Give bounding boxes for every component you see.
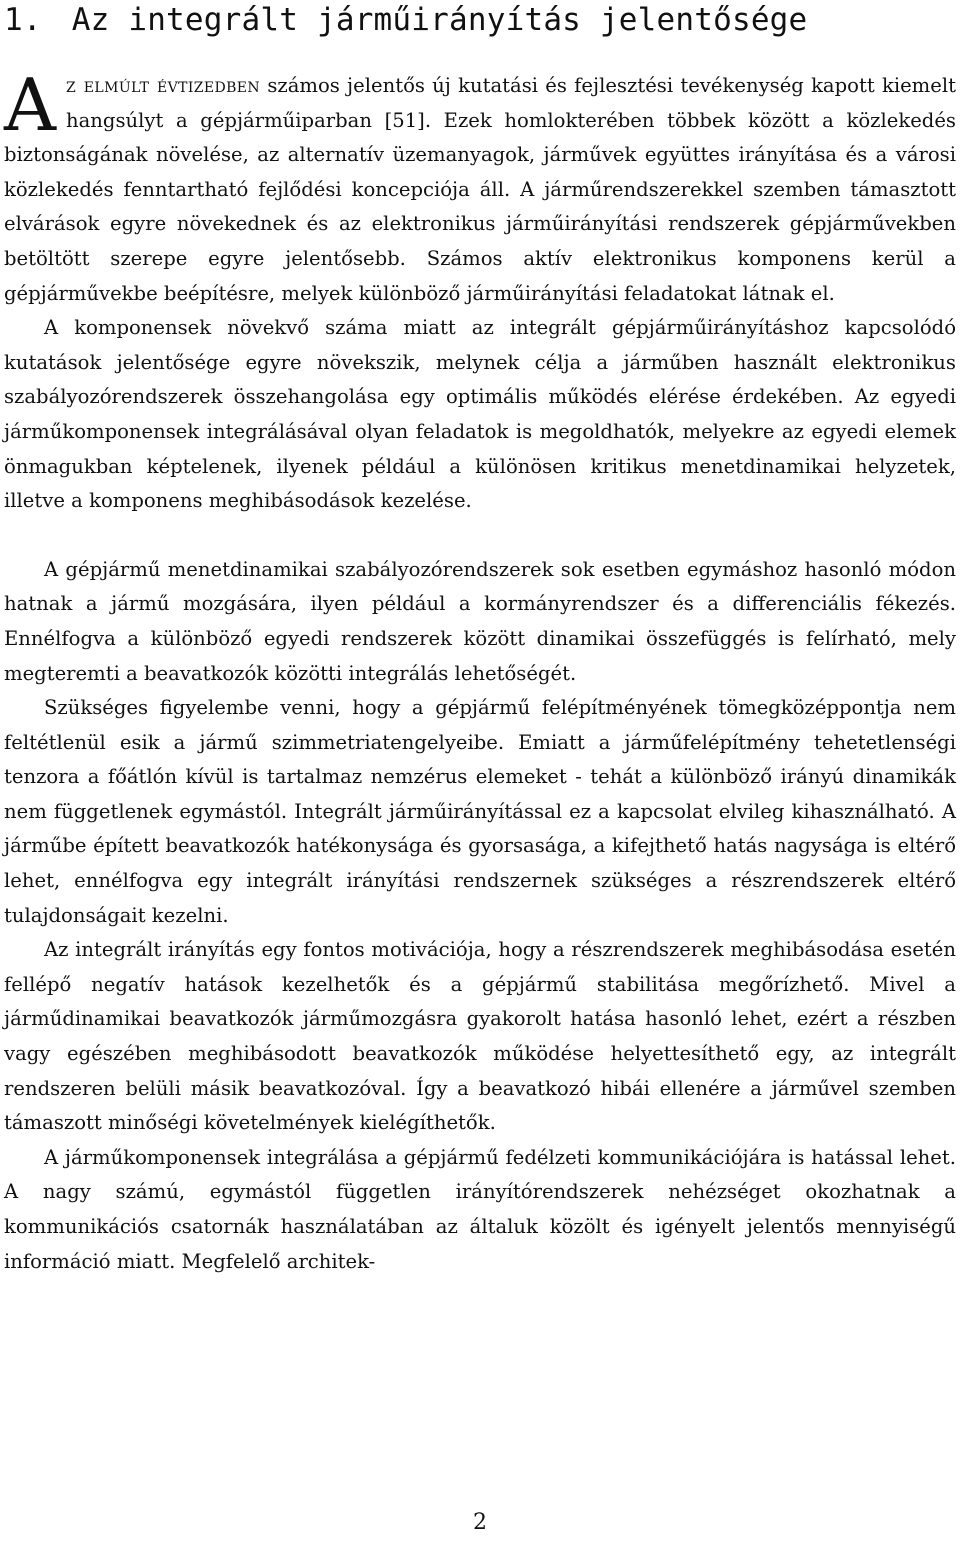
section-heading: [4, 0, 956, 38]
section-number: 1.: [4, 2, 42, 38]
opening-small-caps: z elmúlt évtizedben: [66, 74, 261, 97]
paragraph-1: [4, 63, 956, 311]
section-title-text: Az integrált járműirányítás jelentősége: [71, 2, 808, 38]
paragraph-2: A komponensek növekvő száma miatt az integrált gépjárműirányításhoz kapcsolódó kutatások jelentősége egyre növekszik, melynek célja a járműben használt elektronikus szabályozórendszerek összehangolása egy optimális működés elérése érdekében. Az egyedi járműkomponensek integrálásával olyan feladatok is megoldhatók, melyekre az egyedi elemek önmagukban képtelenek, ilyenek például a különösen kritikus menetdinamikai helyzetek, illetve a komponens meghibásodások kezelése.: [4, 316, 956, 513]
paragraph-3: A gépjármű menetdinamikai szabályozórendszerek sok esetben egymáshoz hasonló módon hatnak a jármű mozgására, ilyen például a kormányrendszer és a differenciális fékezés. Ennélfogva a különböző egyedi rendszerek között dinamikai összefüggés is felírható, mely megteremti a beavatkozók közötti integrálás lehetőségét.: [4, 557, 956, 685]
drop-cap: A: [4, 63, 56, 147]
document-page: [4, 0, 956, 1535]
paragraph-4: Szükséges figyelembe venni, hogy a gépjármű felépítményének tömegközéppontja nem feltétlenül esik a jármű szimmetriatengelyeibe. Emiatt a járműfelépítmény tehetetlenségi tenzora a főátlón kívül is tartalmaz nemzérus elemeket - tehát a különböző irányú dinamikák nem függetlenek egymástól. Integrált járműirányítással ez a kapcsolat elvileg kihasználható. A járműbe épített beavatkozók hatékonysága és gyorsasága, a kifejthető hatás nagysága is eltérő lehet, ennélfogva egy integrált irányítási rendszernek szükséges a részrendszerek eltérő tulajdonságait kezelni.: [4, 696, 956, 927]
paragraph-1-text: számos jelentős új kutatási és fejlesztési tevékenység kapott kiemelt hangsúlyt a gépjárműiparban [51]. Ezek homlokterében többek között a közlekedés biztonságának növelése, az alternatív üzemanyagok, járművek együttes irányítása és a városi közlekedés fenntartható fejlődési koncepciója áll. A járműrendszerekkel szemben támasztott elvárások egyre növekednek és az elektronikus járműirányítási rendszerek gépjárművekben betöltött szerepe egyre jelentősebb. Számos aktív elektronikus komponens kerül a gépjárművekbe beépítésre, melyek különböző járműirányítási feladatokat látnak el.: [4, 74, 956, 305]
paragraph-6: A járműkomponensek integrálása a gépjármű fedélzeti kommunikációjára is hatással lehet. A nagy számú, egymástól független irányítórendszerek nehézséget okozhatnak a kommunikációs csatornák használatában az általuk közölt és igényelt jelentős mennyiségű információ miatt. Megfelelő architek-: [4, 1145, 956, 1273]
page-number: 2: [473, 1510, 487, 1535]
body-text: [4, 63, 956, 1279]
paragraph-5: Az integrált irányítás egy fontos motivációja, hogy a részrendszerek meghibásodása esetén fellépő negatív hatások kezelhetők és a gépjármű stabilitása megőrízhető. Mivel a járműdinamikai beavatkozók járműmozgásra gyakorolt hatása hasonló lehet, ezért a részben vagy egészében meghibásodott beavatkozók működése helyettesíthető egy, az integrált rendszeren belüli másik beavatkozóval. Így a beavatkozó hibái ellenére a járművel szemben támaszott minőségi követelmények kielégíthetők.: [4, 938, 956, 1135]
